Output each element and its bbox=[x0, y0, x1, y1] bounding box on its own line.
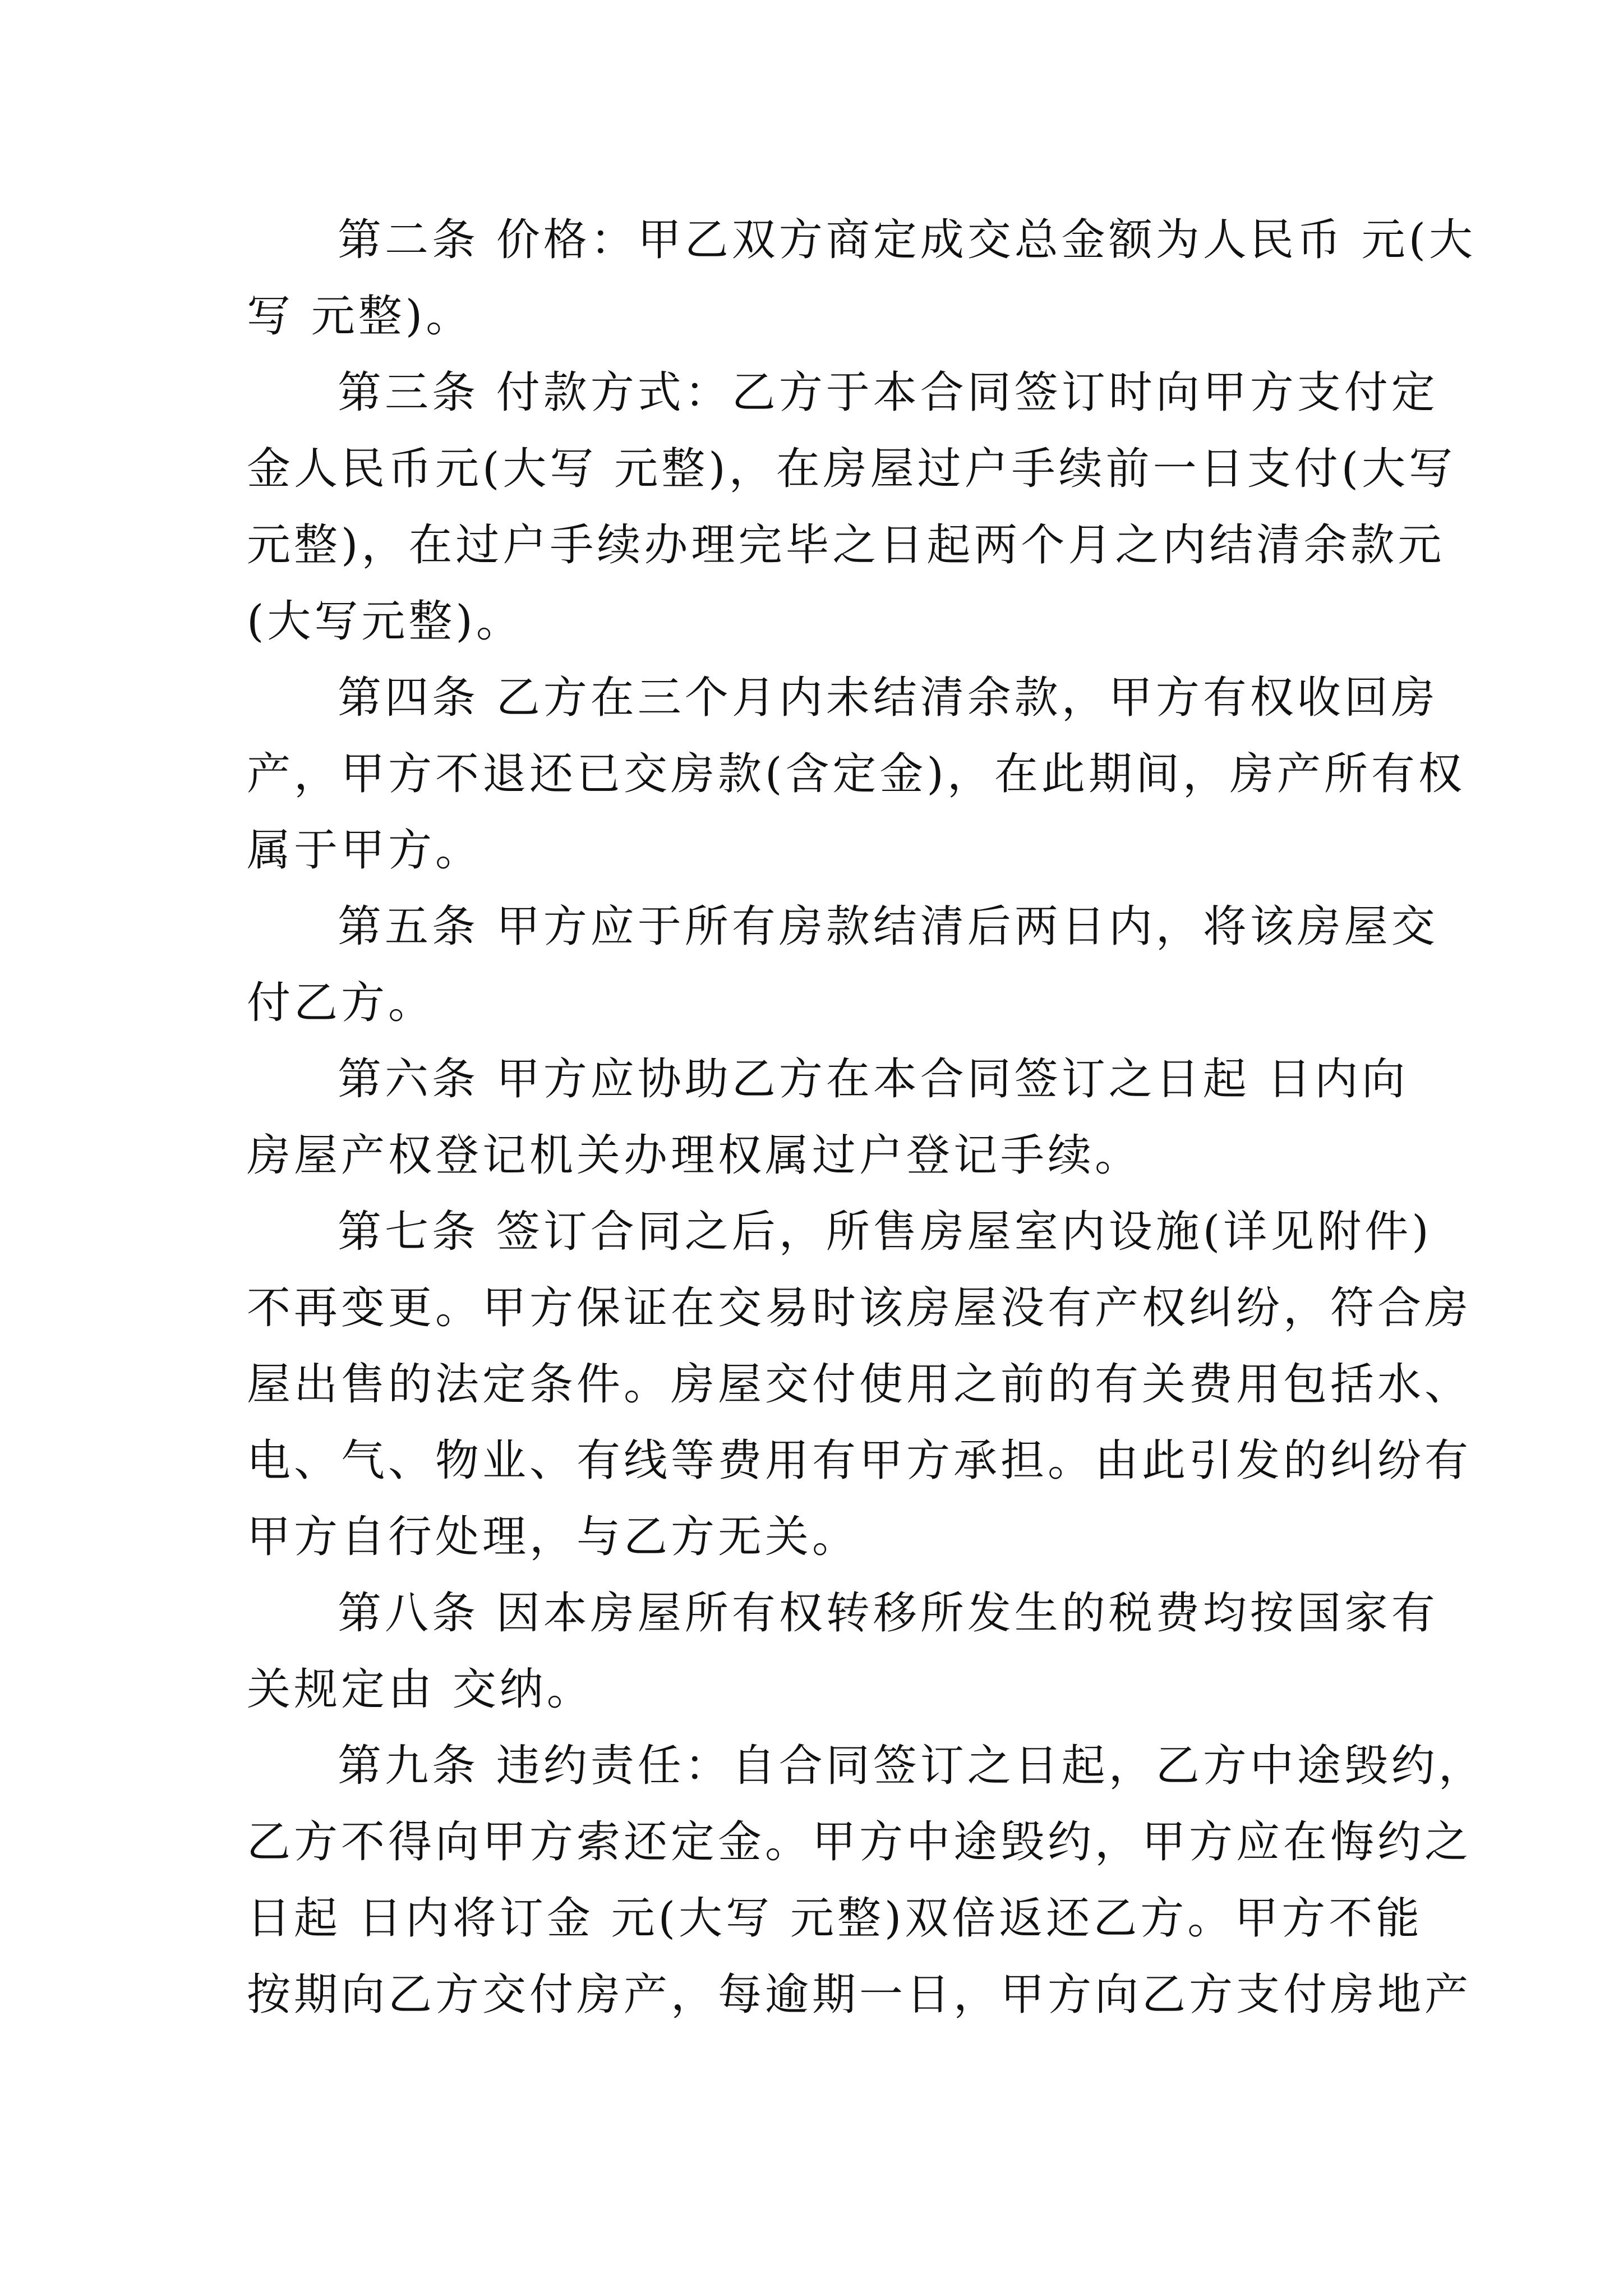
article-8-line-2: 关规定由 交纳。 bbox=[247, 1664, 594, 1715]
article-8-line-1: 第八条 因本房屋所有权转移所发生的税费均按国家有 bbox=[338, 1588, 1438, 1639]
article-3-line-2: 金人民币元(大写 元整)，在房屋过户手续前一日支付(大写 bbox=[247, 444, 1456, 494]
article-7-line-5: 甲方自行处理，与乙方无关。 bbox=[247, 1512, 860, 1562]
article-6-line-2: 房屋产权登记机关办理权属过户登记手续。 bbox=[247, 1130, 1142, 1181]
article-7-line-3: 屋出售的法定条件。房屋交付使用之前的有关费用包括水、 bbox=[247, 1359, 1472, 1410]
article-7-line-2: 不再变更。甲方保证在交易时该房屋没有产权纠纷，符合房 bbox=[247, 1283, 1472, 1333]
article-2-line-2: 写 元整)。 bbox=[247, 291, 473, 342]
article-7-line-1: 第七条 签订合同之后，所售房屋室内设施(详见附件) bbox=[338, 1207, 1432, 1257]
article-9-line-3: 日起 日内将订金 元(大写 元整)双倍返还乙方。甲方不能 bbox=[247, 1893, 1423, 1944]
article-5-line-2: 付乙方。 bbox=[247, 978, 436, 1028]
article-5-line-1: 第五条 甲方应于所有房款结清后两日内，将该房屋交 bbox=[338, 901, 1438, 952]
article-3-line-3: 元整)，在过户手续办理完毕之日起两个月之内结清余款元 bbox=[247, 520, 1445, 570]
article-4-line-3: 属于甲方。 bbox=[247, 825, 483, 876]
contract-body bbox=[247, 202, 1486, 2033]
article-4-line-2: 产，甲方不退还已交房款(含定金)，在此期间，房产所有权 bbox=[247, 749, 1465, 799]
article-3-line-1: 第三条 付款方式：乙方于本合同签订时向甲方支付定 bbox=[338, 367, 1438, 418]
article-4-line-1: 第四条 乙方在三个月内未结清余款，甲方有权收回房 bbox=[338, 673, 1438, 723]
article-2-line-1: 第二条 价格：甲乙双方商定成交总金额为人民币 元(大 bbox=[338, 215, 1477, 265]
article-9-line-1: 第九条 违约责任：自合同签订之日起，乙方中途毁约， bbox=[338, 1741, 1486, 1791]
article-6-line-1: 第六条 甲方应协助乙方在本合同签订之日起 日内向 bbox=[338, 1054, 1409, 1105]
article-3-line-4: (大写元整)。 bbox=[247, 596, 523, 647]
article-9-line-2: 乙方不得向甲方索还定金。甲方中途毁约，甲方应在悔约之 bbox=[247, 1817, 1472, 1867]
article-9-line-4: 按期向乙方交付房产，每逾期一日，甲方向乙方支付房地产 bbox=[247, 1970, 1472, 2020]
article-7-line-4: 电、气、物业、有线等费用有甲方承担。由此引发的纠纷有 bbox=[247, 1435, 1472, 1486]
